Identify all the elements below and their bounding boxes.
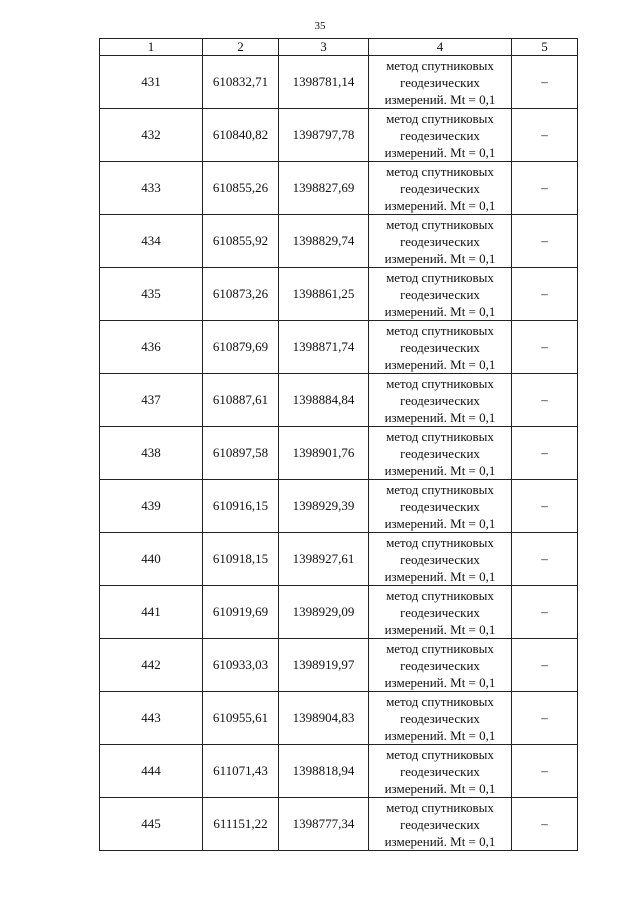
method-line: измерений. Mt = 0,1 xyxy=(384,250,496,266)
x-coordinate-cell: 610832,71 xyxy=(203,56,279,109)
method-cell xyxy=(369,109,512,162)
point-number-cell: 434 xyxy=(100,215,203,268)
x-coordinate-cell: 611151,22 xyxy=(203,798,279,851)
method-line: измерений. Mt = 0,1 xyxy=(384,91,496,107)
x-coordinate-cell: 610918,15 xyxy=(203,533,279,586)
header-row xyxy=(100,39,578,56)
table-row xyxy=(100,109,578,162)
header-cell-3: 3 xyxy=(279,39,369,56)
method-line: геодезических xyxy=(400,392,480,408)
method-cell xyxy=(369,745,512,798)
x-coordinate-cell: 610887,61 xyxy=(203,374,279,427)
method-cell xyxy=(369,639,512,692)
x-coordinate-cell: 611071,43 xyxy=(203,745,279,798)
x-coordinate-cell: 610897,58 xyxy=(203,427,279,480)
method-line: измерений. Mt = 0,1 xyxy=(384,144,496,160)
x-coordinate-cell: 610879,69 xyxy=(203,321,279,374)
y-coordinate-cell: 1398871,74 xyxy=(279,321,369,374)
x-coordinate-cell: 610916,15 xyxy=(203,480,279,533)
point-number-cell: 438 xyxy=(100,427,203,480)
method-line: геодезических xyxy=(400,233,480,249)
method-line: геодезических xyxy=(400,498,480,514)
method-line: метод спутниковых xyxy=(386,746,494,762)
method-line: измерений. Mt = 0,1 xyxy=(384,409,496,425)
y-coordinate-cell: 1398797,78 xyxy=(279,109,369,162)
point-number-cell: 440 xyxy=(100,533,203,586)
method-line: измерений. Mt = 0,1 xyxy=(384,303,496,319)
method-line: метод спутниковых xyxy=(386,216,494,232)
note-cell: – xyxy=(512,798,578,851)
method-line: измерений. Mt = 0,1 xyxy=(384,674,496,690)
table-row xyxy=(100,56,578,109)
note-cell: – xyxy=(512,268,578,321)
note-cell: – xyxy=(512,586,578,639)
note-cell: – xyxy=(512,56,578,109)
y-coordinate-cell: 1398919,97 xyxy=(279,639,369,692)
page-number: 35 xyxy=(314,20,326,32)
y-coordinate-cell: 1398777,34 xyxy=(279,798,369,851)
y-coordinate-cell: 1398929,39 xyxy=(279,480,369,533)
y-coordinate-cell: 1398884,84 xyxy=(279,374,369,427)
method-cell xyxy=(369,692,512,745)
note-cell: – xyxy=(512,533,578,586)
table-row xyxy=(100,586,578,639)
note-cell: – xyxy=(512,162,578,215)
note-cell: – xyxy=(512,692,578,745)
method-line: геодезических xyxy=(400,551,480,567)
note-cell: – xyxy=(512,639,578,692)
table-row xyxy=(100,692,578,745)
method-cell xyxy=(369,162,512,215)
note-cell: – xyxy=(512,109,578,162)
method-line: метод спутниковых xyxy=(386,534,494,550)
method-line: метод спутниковых xyxy=(386,375,494,391)
method-line: геодезических xyxy=(400,710,480,726)
method-line: метод спутниковых xyxy=(386,640,494,656)
method-line: метод спутниковых xyxy=(386,57,494,73)
method-line: метод спутниковых xyxy=(386,799,494,815)
method-cell xyxy=(369,427,512,480)
method-line: метод спутниковых xyxy=(386,428,494,444)
method-line: измерений. Mt = 0,1 xyxy=(384,197,496,213)
point-number-cell: 437 xyxy=(100,374,203,427)
method-cell xyxy=(369,533,512,586)
table-row xyxy=(100,162,578,215)
table-row xyxy=(100,745,578,798)
method-line: метод спутниковых xyxy=(386,269,494,285)
point-number-cell: 432 xyxy=(100,109,203,162)
x-coordinate-cell: 610840,82 xyxy=(203,109,279,162)
method-line: измерений. Mt = 0,1 xyxy=(384,515,496,531)
method-cell xyxy=(369,56,512,109)
method-line: метод спутниковых xyxy=(386,693,494,709)
note-cell: – xyxy=(512,215,578,268)
y-coordinate-cell: 1398818,94 xyxy=(279,745,369,798)
table-row xyxy=(100,321,578,374)
method-line: геодезических xyxy=(400,127,480,143)
x-coordinate-cell: 610955,61 xyxy=(203,692,279,745)
header-cell-5: 5 xyxy=(512,39,578,56)
method-line: измерений. Mt = 0,1 xyxy=(384,356,496,372)
method-line: метод спутниковых xyxy=(386,587,494,603)
header-cell-1: 1 xyxy=(100,39,203,56)
method-line: метод спутниковых xyxy=(386,110,494,126)
method-line: геодезических xyxy=(400,286,480,302)
method-line: геодезических xyxy=(400,74,480,90)
table-row xyxy=(100,639,578,692)
method-cell xyxy=(369,586,512,639)
method-line: метод спутниковых xyxy=(386,322,494,338)
table-row xyxy=(100,268,578,321)
y-coordinate-cell: 1398927,61 xyxy=(279,533,369,586)
y-coordinate-cell: 1398901,76 xyxy=(279,427,369,480)
method-cell xyxy=(369,374,512,427)
method-line: геодезических xyxy=(400,180,480,196)
note-cell: – xyxy=(512,480,578,533)
table-body xyxy=(100,56,578,851)
x-coordinate-cell: 610855,26 xyxy=(203,162,279,215)
note-cell: – xyxy=(512,427,578,480)
point-number-cell: 431 xyxy=(100,56,203,109)
method-line: метод спутниковых xyxy=(386,481,494,497)
note-cell: – xyxy=(512,745,578,798)
table-row xyxy=(100,215,578,268)
table-row xyxy=(100,798,578,851)
y-coordinate-cell: 1398904,83 xyxy=(279,692,369,745)
x-coordinate-cell: 610873,26 xyxy=(203,268,279,321)
method-line: измерений. Mt = 0,1 xyxy=(384,780,496,796)
method-line: метод спутниковых xyxy=(386,163,494,179)
coordinates-table xyxy=(99,38,578,851)
method-line: измерений. Mt = 0,1 xyxy=(384,621,496,637)
y-coordinate-cell: 1398827,69 xyxy=(279,162,369,215)
point-number-cell: 443 xyxy=(100,692,203,745)
table-row xyxy=(100,533,578,586)
point-number-cell: 441 xyxy=(100,586,203,639)
method-line: измерений. Mt = 0,1 xyxy=(384,568,496,584)
method-line: измерений. Mt = 0,1 xyxy=(384,462,496,478)
point-number-cell: 436 xyxy=(100,321,203,374)
y-coordinate-cell: 1398861,25 xyxy=(279,268,369,321)
x-coordinate-cell: 610933,03 xyxy=(203,639,279,692)
point-number-cell: 433 xyxy=(100,162,203,215)
method-cell xyxy=(369,480,512,533)
method-cell xyxy=(369,215,512,268)
method-line: геодезических xyxy=(400,339,480,355)
y-coordinate-cell: 1398829,74 xyxy=(279,215,369,268)
method-cell xyxy=(369,321,512,374)
point-number-cell: 439 xyxy=(100,480,203,533)
method-line: геодезических xyxy=(400,445,480,461)
y-coordinate-cell: 1398781,14 xyxy=(279,56,369,109)
table-row xyxy=(100,374,578,427)
method-line: измерений. Mt = 0,1 xyxy=(384,833,496,849)
method-cell xyxy=(369,268,512,321)
method-line: геодезических xyxy=(400,763,480,779)
table-row xyxy=(100,427,578,480)
y-coordinate-cell: 1398929,09 xyxy=(279,586,369,639)
method-line: геодезических xyxy=(400,816,480,832)
point-number-cell: 445 xyxy=(100,798,203,851)
method-line: геодезических xyxy=(400,604,480,620)
note-cell: – xyxy=(512,374,578,427)
note-cell: – xyxy=(512,321,578,374)
header-cell-2: 2 xyxy=(203,39,279,56)
x-coordinate-cell: 610855,92 xyxy=(203,215,279,268)
point-number-cell: 442 xyxy=(100,639,203,692)
method-cell xyxy=(369,798,512,851)
table-row xyxy=(100,480,578,533)
x-coordinate-cell: 610919,69 xyxy=(203,586,279,639)
method-line: геодезических xyxy=(400,657,480,673)
header-cell-4: 4 xyxy=(369,39,512,56)
method-line: измерений. Mt = 0,1 xyxy=(384,727,496,743)
point-number-cell: 435 xyxy=(100,268,203,321)
point-number-cell: 444 xyxy=(100,745,203,798)
